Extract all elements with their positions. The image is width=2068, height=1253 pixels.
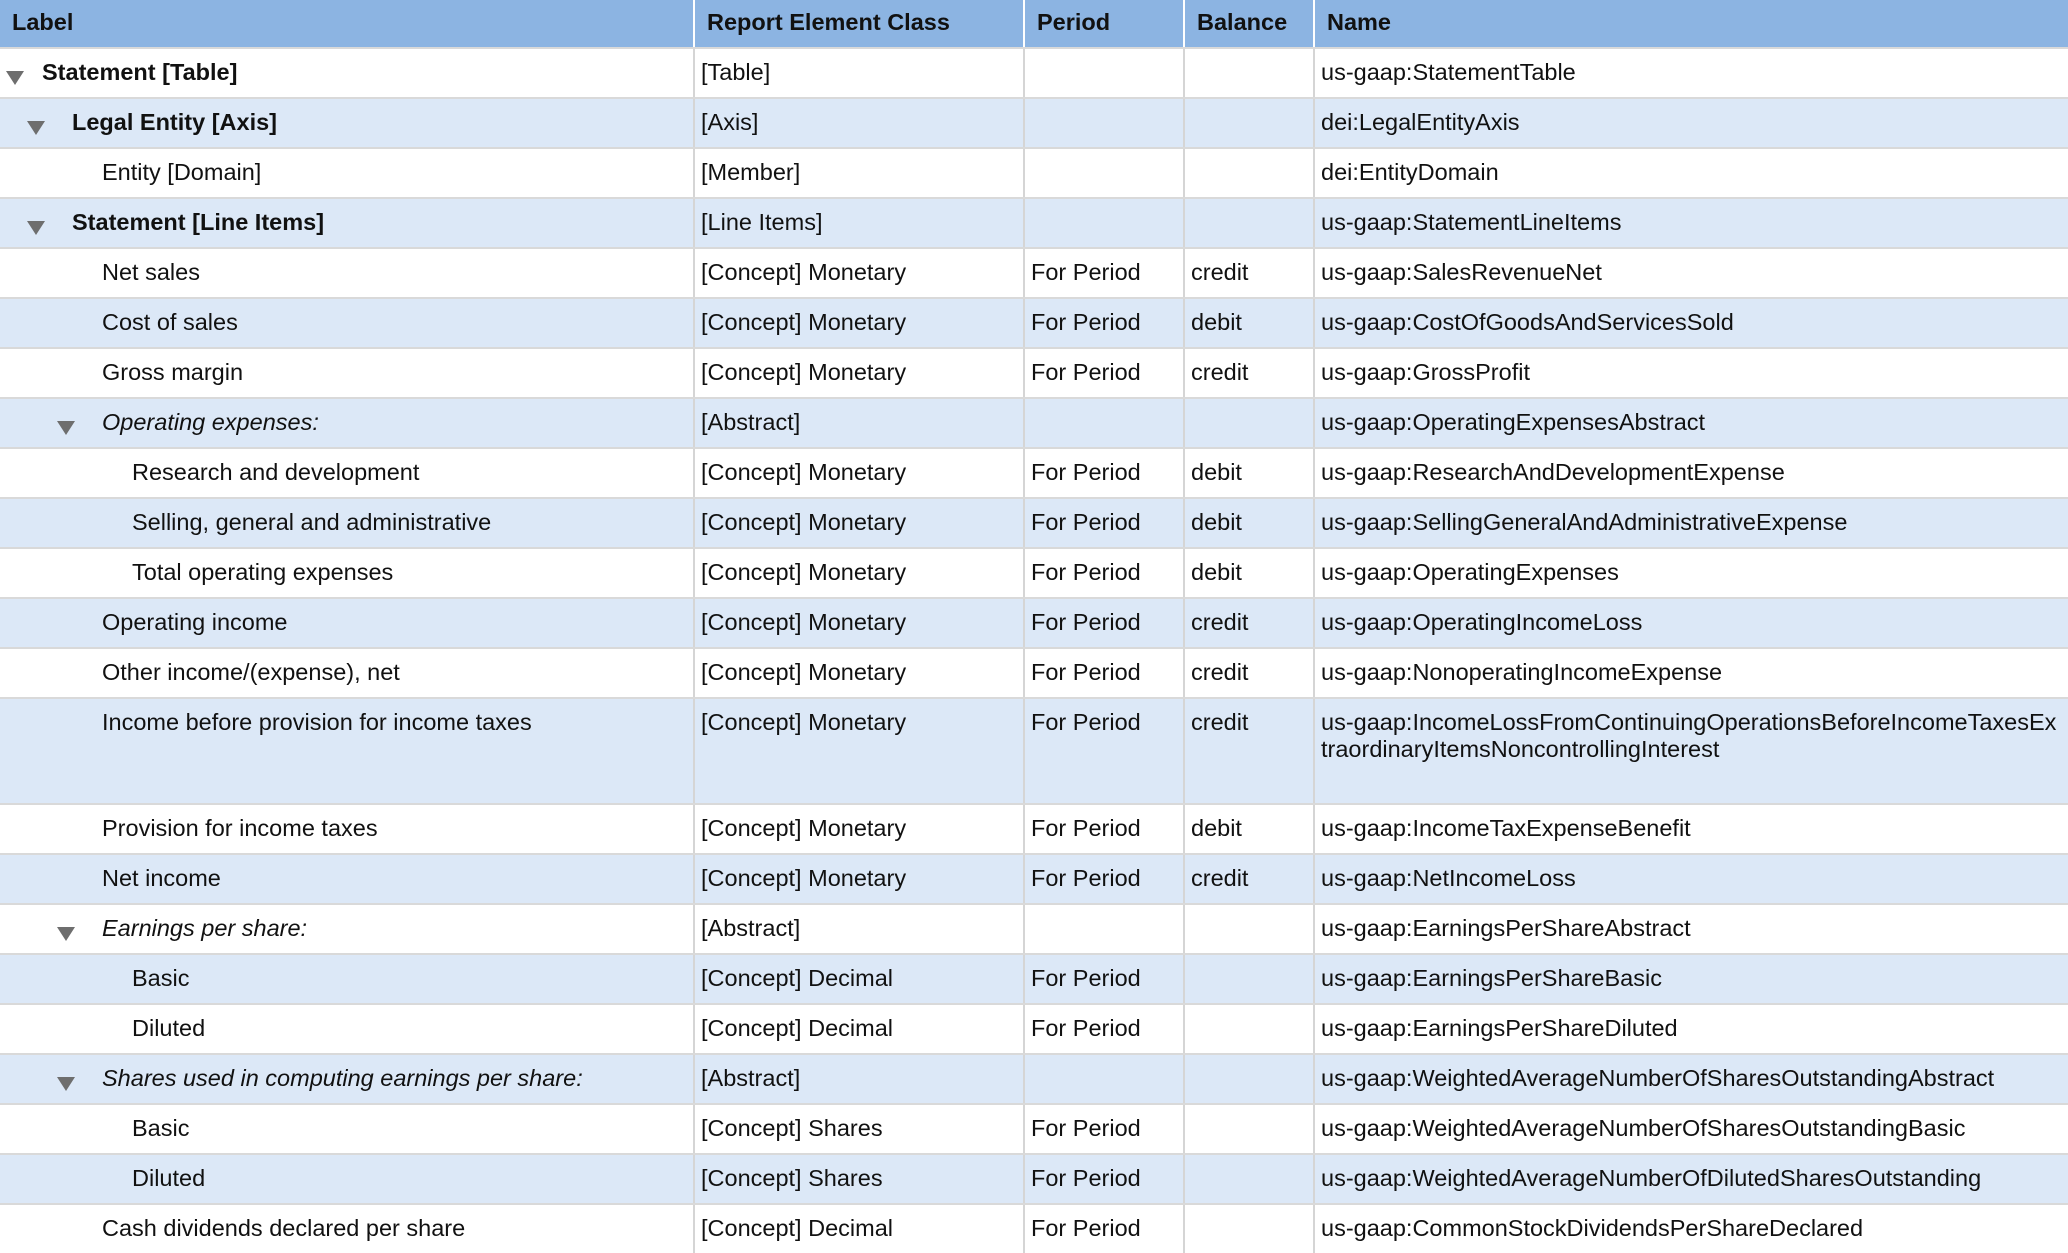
cell-balance: credit (1185, 699, 1315, 803)
cell-balance (1185, 199, 1315, 247)
column-header-label[interactable]: Label (0, 0, 695, 47)
cell-name: us-gaap:CostOfGoodsAndServicesSold (1321, 309, 1734, 335)
table-row[interactable] (0, 1103, 2068, 1153)
cell-label (0, 249, 695, 297)
cell-label (0, 599, 695, 647)
cell-period: For Period (1025, 499, 1185, 547)
cell-period: For Period (1025, 449, 1185, 497)
cell-report-element-class: [Concept] Decimal (695, 955, 1025, 1003)
row-label: Net income (102, 865, 221, 891)
cell-balance: credit (1185, 249, 1315, 297)
cell-name: us-gaap:NonoperatingIncomeExpense (1321, 659, 1723, 685)
cell-name: us-gaap:NetIncomeLoss (1321, 865, 1576, 891)
column-header-report-element-class[interactable]: Report Element Class (695, 0, 1025, 47)
cell-balance (1185, 149, 1315, 197)
cell-name: us-gaap:EarningsPerShareAbstract (1321, 915, 1691, 941)
cell-balance: debit (1185, 449, 1315, 497)
row-label: Cost of sales (102, 309, 238, 335)
cell-name: us-gaap:StatementTable (1321, 59, 1576, 85)
row-label: Earnings per share: (102, 915, 308, 941)
cell-balance: credit (1185, 649, 1315, 697)
cell-balance (1185, 1105, 1315, 1153)
cell-name: us-gaap:IncomeLossFromContinuingOperationsBeforeIncomeTaxesExtraordinaryItemsNoncontrollingInterest (1321, 709, 2057, 762)
expand-triangle-icon[interactable] (57, 1077, 75, 1091)
row-label: Basic (132, 965, 190, 991)
cell-balance: credit (1185, 855, 1315, 903)
cell-report-element-class: [Concept] Monetary (695, 805, 1025, 853)
cell-report-element-class: [Concept] Decimal (695, 1205, 1025, 1253)
cell-report-element-class: [Concept] Monetary (695, 249, 1025, 297)
cell-report-element-class: [Table] (695, 49, 1025, 97)
cell-name: us-gaap:EarningsPerShareDiluted (1321, 1015, 1678, 1041)
cell-report-element-class: [Concept] Monetary (695, 349, 1025, 397)
column-header-period[interactable]: Period (1025, 0, 1185, 47)
cell-label (0, 399, 695, 447)
table-row[interactable] (0, 197, 2068, 247)
expand-triangle-icon[interactable] (6, 71, 24, 85)
table-row[interactable] (0, 447, 2068, 497)
expand-triangle-icon[interactable] (27, 121, 45, 135)
table-row[interactable] (0, 1153, 2068, 1203)
row-label: Selling, general and administrative (132, 509, 492, 535)
row-label: Net sales (102, 259, 200, 285)
cell-report-element-class: [Member] (695, 149, 1025, 197)
cell-name: dei:LegalEntityAxis (1321, 109, 1520, 135)
cell-period: For Period (1025, 1205, 1185, 1253)
cell-label (0, 649, 695, 697)
row-label: Operating income (102, 609, 288, 635)
cell-balance: credit (1185, 349, 1315, 397)
cell-period (1025, 199, 1185, 247)
row-label: Basic (132, 1115, 190, 1141)
row-label: Entity [Domain] (102, 159, 262, 185)
table-row[interactable] (0, 803, 2068, 853)
cell-report-element-class: [Concept] Monetary (695, 699, 1025, 803)
row-label: Gross margin (102, 359, 244, 385)
cell-period: For Period (1025, 805, 1185, 853)
cell-period: For Period (1025, 299, 1185, 347)
row-label: Other income/(expense), net (102, 659, 400, 685)
table-row[interactable] (0, 247, 2068, 297)
cell-balance: credit (1185, 599, 1315, 647)
cell-label (0, 1005, 695, 1053)
table-row[interactable] (0, 297, 2068, 347)
cell-balance: debit (1185, 499, 1315, 547)
cell-name: us-gaap:IncomeTaxExpenseBenefit (1321, 815, 1691, 841)
table-row[interactable] (0, 903, 2068, 953)
cell-name: dei:EntityDomain (1321, 159, 1499, 185)
cell-label (0, 1205, 695, 1253)
cell-period (1025, 905, 1185, 953)
cell-balance (1185, 905, 1315, 953)
cell-report-element-class: [Concept] Monetary (695, 449, 1025, 497)
cell-name: us-gaap:WeightedAverageNumberOfSharesOutstandingAbstract (1321, 1065, 1995, 1091)
cell-report-element-class: [Axis] (695, 99, 1025, 147)
cell-name: us-gaap:OperatingExpenses (1321, 559, 1619, 585)
cell-label (0, 955, 695, 1003)
cell-label (0, 1105, 695, 1153)
cell-label (0, 49, 695, 97)
cell-balance: debit (1185, 805, 1315, 853)
table-row[interactable] (0, 497, 2068, 547)
cell-report-element-class: [Concept] Monetary (695, 549, 1025, 597)
cell-period: For Period (1025, 855, 1185, 903)
cell-period (1025, 149, 1185, 197)
cell-name: us-gaap:ResearchAndDevelopmentExpense (1321, 459, 1785, 485)
table-row[interactable] (0, 1203, 2068, 1253)
table-row[interactable] (0, 597, 2068, 647)
table-row[interactable] (0, 647, 2068, 697)
row-label: Diluted (132, 1165, 206, 1191)
row-label: Total operating expenses (132, 559, 394, 585)
cell-balance (1185, 1005, 1315, 1053)
column-header-balance[interactable]: Balance (1185, 0, 1315, 47)
row-label: Operating expenses: (102, 409, 319, 435)
cell-report-element-class: [Abstract] (695, 1055, 1025, 1103)
cell-period: For Period (1025, 1105, 1185, 1153)
cell-label (0, 149, 695, 197)
cell-period (1025, 1055, 1185, 1103)
cell-balance: debit (1185, 549, 1315, 597)
table-row[interactable] (0, 397, 2068, 447)
table-row[interactable] (0, 547, 2068, 597)
row-label: Statement [Table] (42, 59, 238, 85)
table-row[interactable] (0, 853, 2068, 903)
row-label: Provision for income taxes (102, 815, 378, 841)
cell-balance (1185, 1055, 1315, 1103)
cell-name: us-gaap:WeightedAverageNumberOfDilutedSharesOutstanding (1321, 1165, 1982, 1191)
row-label: Statement [Line Items] (72, 209, 325, 235)
cell-name: us-gaap:OperatingIncomeLoss (1321, 609, 1643, 635)
cell-name: us-gaap:GrossProfit (1321, 359, 1530, 385)
table-row[interactable] (0, 47, 2068, 97)
cell-label (0, 199, 695, 247)
cell-period: For Period (1025, 1155, 1185, 1203)
table-row[interactable] (0, 953, 2068, 1003)
table-row[interactable] (0, 147, 2068, 197)
cell-report-element-class: [Abstract] (695, 905, 1025, 953)
cell-report-element-class: [Concept] Monetary (695, 299, 1025, 347)
cell-report-element-class: [Abstract] (695, 399, 1025, 447)
cell-balance (1185, 1155, 1315, 1203)
cell-label (0, 499, 695, 547)
cell-report-element-class: [Concept] Monetary (695, 599, 1025, 647)
expand-triangle-icon[interactable] (57, 927, 75, 941)
cell-label (0, 699, 695, 803)
cell-report-element-class: [Concept] Decimal (695, 1005, 1025, 1053)
cell-balance (1185, 955, 1315, 1003)
cell-name: us-gaap:SalesRevenueNet (1321, 259, 1602, 285)
cell-period: For Period (1025, 699, 1185, 803)
table-row[interactable] (0, 1003, 2068, 1053)
cell-label (0, 1055, 695, 1103)
table-row[interactable] (0, 347, 2068, 397)
cell-report-element-class: [Concept] Monetary (695, 499, 1025, 547)
row-label: Shares used in computing earnings per share: (102, 1065, 583, 1091)
row-label: Diluted (132, 1015, 206, 1041)
cell-period (1025, 99, 1185, 147)
cell-period: For Period (1025, 549, 1185, 597)
cell-balance (1185, 1205, 1315, 1253)
expand-triangle-icon[interactable] (57, 421, 75, 435)
cell-balance (1185, 399, 1315, 447)
cell-name: us-gaap:OperatingExpensesAbstract (1321, 409, 1706, 435)
cell-name: us-gaap:CommonStockDividendsPerShareDeclared (1321, 1215, 1864, 1241)
table-row[interactable] (0, 1053, 2068, 1103)
cell-period: For Period (1025, 249, 1185, 297)
cell-name: us-gaap:SellingGeneralAndAdministrativeExpense (1321, 509, 1848, 535)
cell-report-element-class: [Line Items] (695, 199, 1025, 247)
cell-report-element-class: [Concept] Monetary (695, 855, 1025, 903)
cell-period: For Period (1025, 599, 1185, 647)
cell-label (0, 905, 695, 953)
cell-period: For Period (1025, 1005, 1185, 1053)
cell-period: For Period (1025, 955, 1185, 1003)
cell-report-element-class: [Concept] Shares (695, 1105, 1025, 1153)
cell-balance (1185, 99, 1315, 147)
cell-period (1025, 49, 1185, 97)
cell-label (0, 349, 695, 397)
cell-name: us-gaap:WeightedAverageNumberOfSharesOutstandingBasic (1321, 1115, 1966, 1141)
cell-label (0, 299, 695, 347)
table-header (0, 0, 2068, 47)
cell-label (0, 449, 695, 497)
cell-name: us-gaap:EarningsPerShareBasic (1321, 965, 1662, 991)
cell-label (0, 805, 695, 853)
cell-balance (1185, 49, 1315, 97)
cell-balance: debit (1185, 299, 1315, 347)
cell-period (1025, 399, 1185, 447)
cell-period: For Period (1025, 349, 1185, 397)
cell-label (0, 549, 695, 597)
expand-triangle-icon[interactable] (27, 221, 45, 235)
row-label: Research and development (132, 459, 420, 485)
row-label: Legal Entity [Axis] (72, 109, 278, 135)
cell-label (0, 855, 695, 903)
cell-period: For Period (1025, 649, 1185, 697)
column-header-name[interactable]: Name (1327, 9, 1392, 35)
table-row[interactable] (0, 697, 2068, 803)
cell-label (0, 99, 695, 147)
row-label: Cash dividends declared per share (102, 1215, 466, 1241)
cell-report-element-class: [Concept] Monetary (695, 649, 1025, 697)
row-label: Income before provision for income taxes (102, 709, 532, 735)
table-row[interactable] (0, 97, 2068, 147)
cell-label (0, 1155, 695, 1203)
cell-name: us-gaap:StatementLineItems (1321, 209, 1622, 235)
cell-report-element-class: [Concept] Shares (695, 1155, 1025, 1203)
